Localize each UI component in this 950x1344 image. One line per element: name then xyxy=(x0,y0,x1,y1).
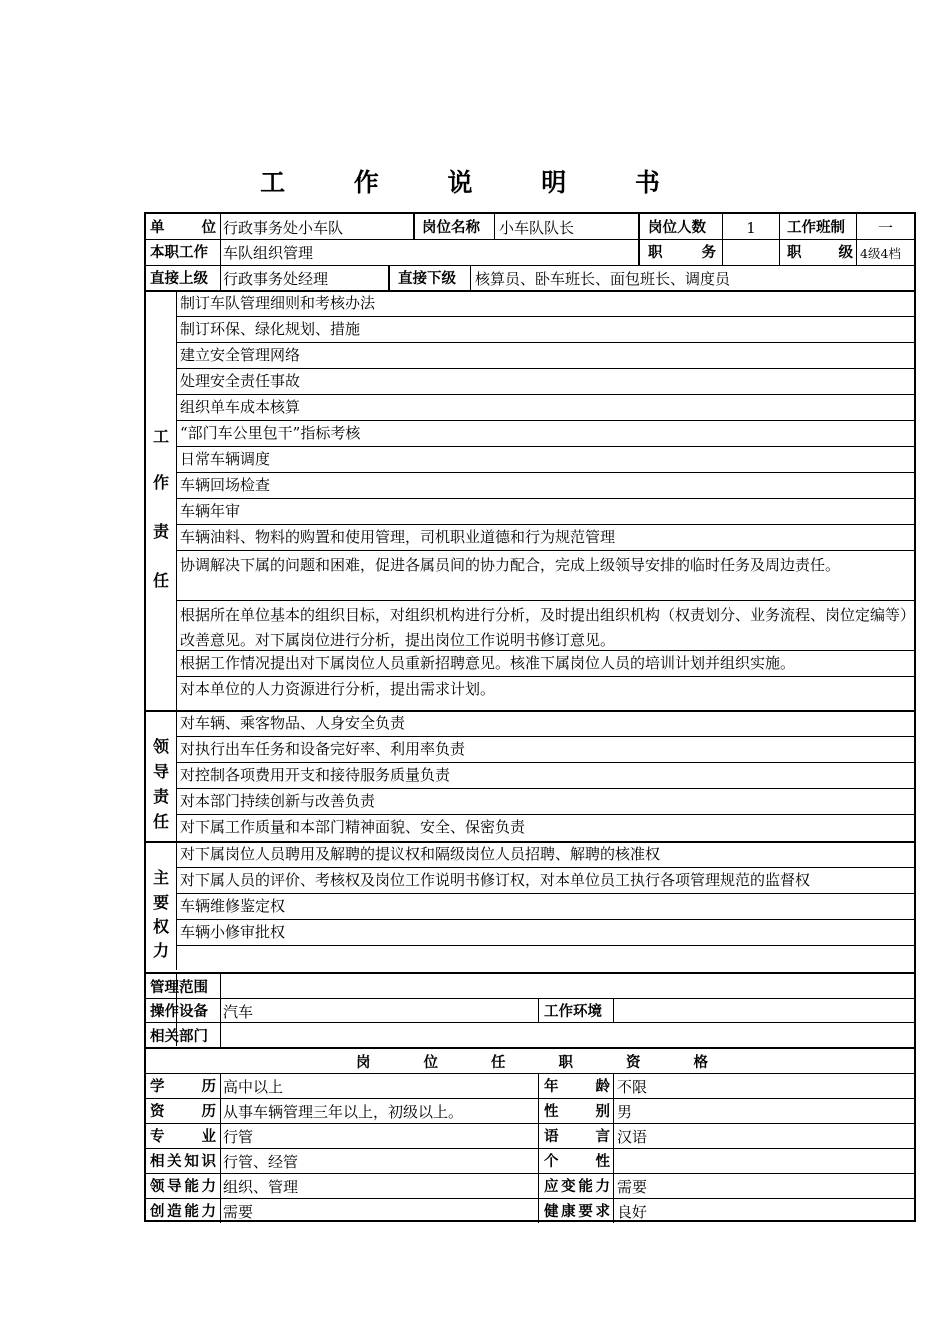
row-divider xyxy=(176,893,914,894)
label-char: 性 xyxy=(595,1154,610,1170)
row-divider xyxy=(176,945,914,946)
col-divider xyxy=(538,1148,539,1173)
qual-right-value: 需要 xyxy=(617,1178,648,1196)
col-divider xyxy=(220,1123,221,1148)
list-item: 制订环保、绿化规划、措施 xyxy=(180,320,361,338)
qual-right-value: 不限 xyxy=(617,1078,648,1096)
list-item: 日常车辆调度 xyxy=(180,450,271,468)
list-item: 对执行出车任务和设备完好率、利用率负责 xyxy=(180,740,466,758)
shift-label: 工作班制 xyxy=(787,220,845,236)
qual-left-label xyxy=(150,1127,216,1147)
col-divider xyxy=(220,1198,221,1223)
row-divider xyxy=(176,472,914,473)
qual-right-value: 汉语 xyxy=(617,1128,648,1146)
list-item: 处理安全责任事故 xyxy=(180,372,301,390)
row-divider xyxy=(176,600,914,601)
list-item: 根据所在单位基本的组织目标，对组织机构进行分析，及时提出组织机构（权责划分、业务流程、岗位定编等）改善意见。对下属岗位进行分析，提出岗位工作说明书修订意见。 xyxy=(180,606,908,649)
row-divider xyxy=(176,676,914,677)
label-char: 要 xyxy=(578,1204,593,1220)
col-divider xyxy=(538,1073,539,1098)
list-item: 对下属人员的评价、考核权及岗位工作说明书修订权，对本单位员工执行各项管理规范的监督权 xyxy=(180,871,811,889)
row-divider xyxy=(176,446,914,447)
section-label-char: 任 xyxy=(152,571,169,590)
label-char: 务 xyxy=(701,245,716,261)
qual-left-label xyxy=(150,1077,216,1097)
section-label-char: 主 xyxy=(152,868,169,887)
qual-right-label xyxy=(544,1102,610,1122)
label-char: 应 xyxy=(544,1179,559,1195)
related-dept-label: 相关部门 xyxy=(150,1029,208,1045)
list-item: 制订车队管理细则和考核办法 xyxy=(180,294,376,312)
label-char: 学 xyxy=(150,1079,165,1095)
job-description-table xyxy=(144,212,916,1222)
qual-left-value: 高中以上 xyxy=(223,1078,284,1096)
col-divider xyxy=(613,1098,614,1123)
subordinate-value: 核算员、卧车班长、面包班长、调度员 xyxy=(475,270,731,288)
row-divider xyxy=(176,788,914,789)
qual-right-label xyxy=(544,1152,610,1172)
headcount-label: 岗位人数 xyxy=(648,220,706,236)
label-char: 职 xyxy=(648,245,663,261)
col-divider xyxy=(613,1073,614,1098)
label-char: 康 xyxy=(561,1204,576,1220)
section-label-char: 责 xyxy=(152,522,169,541)
equipment-label: 操作设备 xyxy=(150,1004,208,1020)
job-label: 本职工作 xyxy=(150,245,208,261)
section-label-char: 要 xyxy=(152,893,169,912)
label-char: 识 xyxy=(201,1154,216,1170)
heading-char: 职 xyxy=(558,1055,573,1071)
qual-left-value: 从事车辆管理三年以上，初级以上。 xyxy=(223,1103,464,1121)
post-name-value: 小车队队长 xyxy=(499,219,575,237)
list-item: “部门车公里包干”指标考核 xyxy=(180,424,361,442)
label-char: 单 xyxy=(150,220,165,236)
job-value: 车队组织管理 xyxy=(223,244,314,262)
row-divider xyxy=(146,1173,914,1174)
headcount-value: 1 xyxy=(746,219,756,237)
subordinate-label: 直接下级 xyxy=(398,271,456,287)
qual-right-label xyxy=(544,1202,610,1222)
row-divider xyxy=(176,368,914,369)
row-divider xyxy=(146,1148,914,1149)
col-divider xyxy=(613,1148,614,1173)
section-label-char: 责 xyxy=(152,787,169,806)
label-char: 力 xyxy=(595,1179,610,1195)
list-item: 建立安全管理网络 xyxy=(180,346,301,364)
label-char: 造 xyxy=(167,1204,182,1220)
qual-left-value: 行管、经管 xyxy=(223,1153,299,1171)
row-divider xyxy=(176,342,914,343)
row-divider xyxy=(176,420,914,421)
list-item: 车辆回场检查 xyxy=(180,476,271,494)
label-char: 导 xyxy=(167,1179,182,1195)
label-char: 求 xyxy=(595,1204,610,1220)
list-item: 对下属岗位人员聘用及解聘的提议权和隔级岗位人员招聘、解聘的核准权 xyxy=(180,845,661,863)
label-char: 知 xyxy=(184,1154,199,1170)
label-char: 专 xyxy=(150,1129,165,1145)
label-char: 力 xyxy=(201,1204,216,1220)
row-divider xyxy=(146,1123,914,1124)
document-title: 工 作 说 明 书 xyxy=(260,168,690,197)
heading-char: 任 xyxy=(491,1055,506,1071)
heading-char: 岗 xyxy=(356,1055,371,1071)
row-divider xyxy=(176,316,914,317)
section-label-char: 领 xyxy=(152,737,169,756)
qual-left-value: 行管 xyxy=(223,1128,254,1146)
row-divider xyxy=(146,1198,914,1199)
col-divider xyxy=(538,1123,539,1148)
qual-left-value: 组织、管理 xyxy=(223,1178,299,1196)
label-char: 能 xyxy=(184,1204,199,1220)
list-item: 对下属工作质量和本部门精神面貌、安全、保密负责 xyxy=(180,818,526,836)
col-divider xyxy=(538,1198,539,1223)
list-item: 车辆油料、物料的购置和使用管理，司机职业道德和行为规范管理 xyxy=(180,528,616,546)
list-item: 对控制各项费用开支和接待服务质量负责 xyxy=(180,766,451,784)
unit-value: 行政事务处小车队 xyxy=(223,219,344,237)
environment-label: 工作环境 xyxy=(544,1004,602,1020)
list-item: 对本部门持续创新与改善负责 xyxy=(180,792,376,810)
row-divider xyxy=(176,550,914,551)
section-label-char: 作 xyxy=(152,473,169,492)
qual-right-label xyxy=(544,1127,610,1147)
list-item: 对本单位的人力资源进行分析，提出需求计划。 xyxy=(180,680,496,698)
label-char: 能 xyxy=(578,1179,593,1195)
section-label-char: 力 xyxy=(152,941,169,960)
row-divider xyxy=(146,1098,914,1099)
label-char: 变 xyxy=(561,1179,576,1195)
grade-value: 4级4档 xyxy=(860,246,901,261)
col-divider xyxy=(613,1173,614,1198)
qual-right-label xyxy=(544,1077,610,1097)
row-divider xyxy=(176,524,914,525)
heading-char: 格 xyxy=(693,1055,708,1071)
col-divider xyxy=(220,1098,221,1123)
grade-label xyxy=(787,243,853,263)
col-divider xyxy=(220,1148,221,1173)
row-divider xyxy=(176,867,914,868)
label-char: 龄 xyxy=(595,1079,610,1095)
row-divider xyxy=(176,919,914,920)
label-char: 资 xyxy=(150,1104,165,1120)
label-char: 级 xyxy=(838,245,853,261)
heading-char: 位 xyxy=(423,1055,438,1071)
list-item: 车辆维修鉴定权 xyxy=(180,897,286,915)
row-divider xyxy=(176,394,914,395)
list-item: 协调解决下属的问题和困难，促进各属员间的协力配合，完成上级领导安排的临时任务及周边责任。 xyxy=(180,556,841,574)
col-divider xyxy=(220,1073,221,1098)
label-char: 年 xyxy=(544,1079,559,1095)
label-char: 职 xyxy=(787,245,802,261)
label-char: 健 xyxy=(544,1204,559,1220)
qual-left-label xyxy=(150,1152,216,1172)
qual-right-value: 良好 xyxy=(617,1203,648,1221)
section-label-char: 导 xyxy=(152,762,169,781)
section-label-char: 工 xyxy=(152,427,169,446)
label-char: 业 xyxy=(201,1129,216,1145)
unit-label xyxy=(150,218,216,238)
label-char: 别 xyxy=(595,1104,610,1120)
label-char: 相 xyxy=(150,1154,165,1170)
equipment-value: 汽车 xyxy=(223,1003,254,1021)
qualifications-heading xyxy=(356,1053,708,1073)
label-char: 力 xyxy=(201,1179,216,1195)
post-name-label: 岗位名称 xyxy=(422,220,480,236)
row-divider xyxy=(176,762,914,763)
label-char: 位 xyxy=(201,220,216,236)
list-item: 车辆年审 xyxy=(180,502,241,520)
label-char: 创 xyxy=(150,1204,165,1220)
label-char: 能 xyxy=(184,1179,199,1195)
list-item: 车辆小修审批权 xyxy=(180,923,286,941)
superior-value: 行政事务处经理 xyxy=(223,270,329,288)
section-label-char: 任 xyxy=(152,812,169,831)
list-item: 根据工作情况提出对下属岗位人员重新招聘意见。核准下属岗位人员的培训计划并组织实施。 xyxy=(180,654,796,672)
row-divider xyxy=(176,650,914,651)
label-char: 领 xyxy=(150,1179,165,1195)
label-char: 个 xyxy=(544,1154,559,1170)
list-item: 对车辆、乘客物品、人身安全负责 xyxy=(180,714,406,732)
qual-left-label xyxy=(150,1202,216,1222)
row-divider xyxy=(176,736,914,737)
label-char: 历 xyxy=(201,1079,216,1095)
qual-left-label xyxy=(150,1102,216,1122)
label-char: 言 xyxy=(595,1129,610,1145)
heading-char: 资 xyxy=(626,1055,641,1071)
list-item: 组织单车成本核算 xyxy=(180,398,301,416)
col-divider xyxy=(220,1173,221,1198)
superior-label: 直接上级 xyxy=(150,271,208,287)
label-char: 语 xyxy=(544,1129,559,1145)
qual-right-value: 男 xyxy=(617,1103,633,1121)
section-label-char: 权 xyxy=(152,917,169,936)
col-divider xyxy=(538,1173,539,1198)
col-divider xyxy=(613,1123,614,1148)
row-divider xyxy=(176,814,914,815)
qual-left-label xyxy=(150,1177,216,1197)
qual-left-value: 需要 xyxy=(223,1203,254,1221)
label-char: 性 xyxy=(544,1104,559,1120)
scope-label: 管理范围 xyxy=(150,980,208,996)
col-divider xyxy=(613,1198,614,1223)
label-char: 历 xyxy=(201,1104,216,1120)
label-char: 关 xyxy=(167,1154,182,1170)
row-divider xyxy=(176,498,914,499)
duty-label xyxy=(648,243,716,263)
qual-right-label xyxy=(544,1177,610,1197)
shift-value: 一 xyxy=(877,219,893,237)
col-divider xyxy=(538,1098,539,1123)
